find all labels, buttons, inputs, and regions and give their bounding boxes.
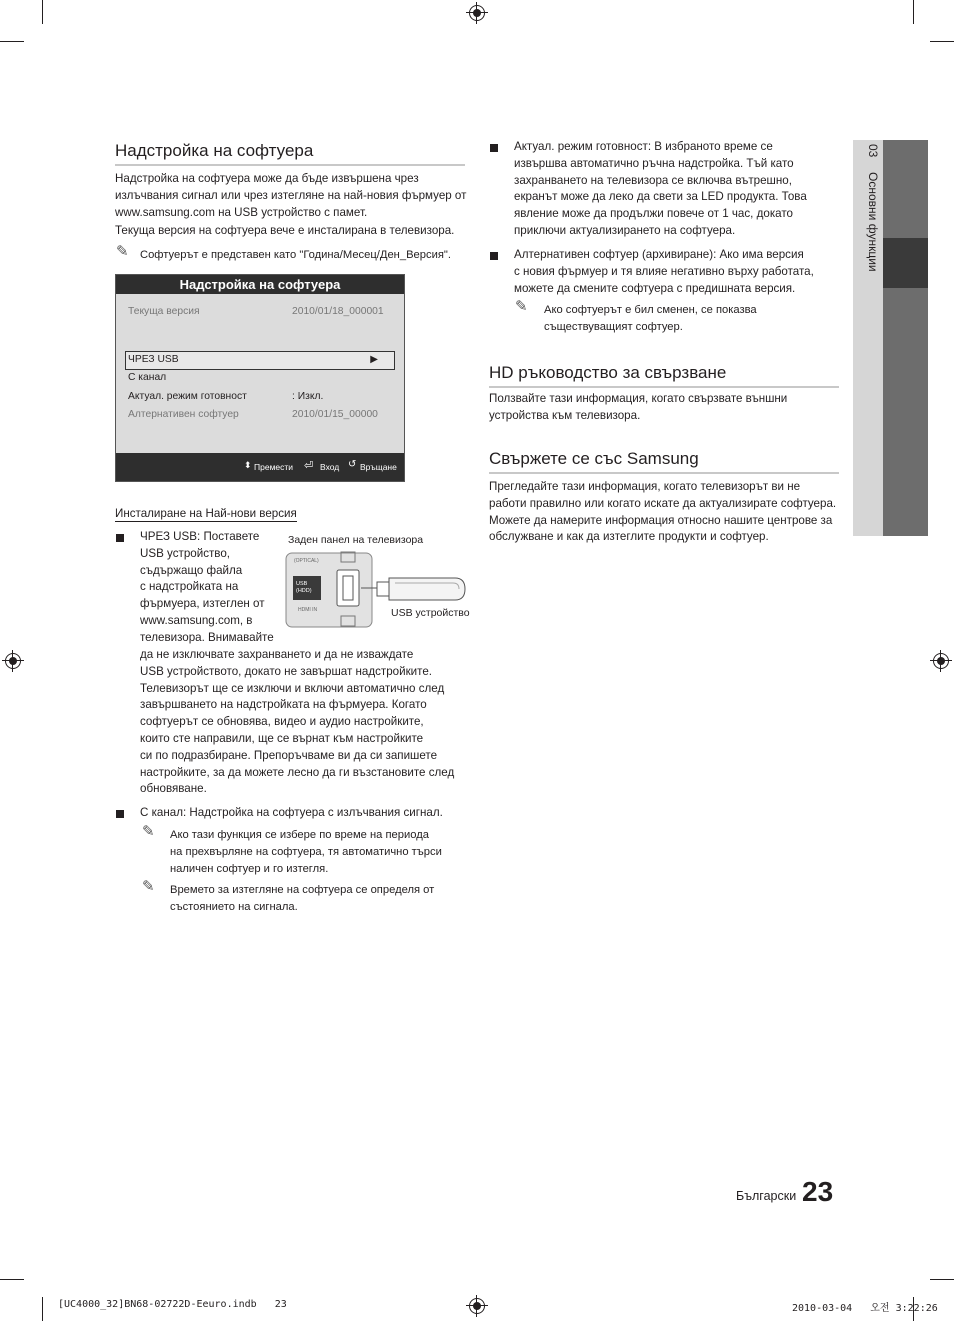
standby-line-1: извършва автоматично ръчна надстройка. Тъй като (514, 156, 794, 170)
menu-footer (116, 453, 404, 481)
footer-file-info: [UC4000_32]BN68-02722D-Eeuro.indb 23 (58, 1299, 287, 1310)
note-channel-line-1: на прехвърляне на софтуера, тя автоматично търси (170, 845, 442, 858)
note-alt (544, 302, 757, 336)
registration-mark-top (469, 5, 485, 21)
play-arrow-icon: ▶ (370, 354, 378, 365)
usb-wide-line-5: които сте направили, ще се върнат към настройките (140, 731, 424, 745)
standby-line-5: приключи актуализирането на софтуера. (514, 223, 736, 237)
bullet-standby (490, 144, 498, 152)
samsung-line-0: Прегледайте тази информация, когато телевизорът ви не (489, 480, 801, 493)
intro-paragraph (115, 171, 467, 221)
note-time-line-0: Времето за изтегляне на софтуера се определя от (170, 884, 435, 896)
channel-paragraph (140, 805, 443, 822)
standby-bold: Актуал. режим готовност (514, 140, 648, 153)
menu-usb-selected[interactable] (125, 351, 395, 370)
note-format: Софтуерът е представен като "Година/Месец/Ден_Версия". (140, 249, 451, 261)
usb-line-6: телевизора. Внимавайте (140, 630, 274, 644)
footer-language: Български (736, 1189, 797, 1203)
panel-optical-label: (OPTICAL) (294, 558, 319, 564)
menu-channel-label[interactable]: С канал (128, 372, 167, 383)
note-icon: ✎ (116, 243, 129, 260)
note-time (170, 882, 434, 916)
usb-wide-line-0: да не изключвате захранването и да не изваждате (140, 648, 414, 661)
panel-hdd-label: (HDD) (296, 588, 312, 594)
usb-paragraph-wide (140, 647, 470, 798)
standby-paragraph (514, 139, 807, 240)
section-title-contact-samsung: Свържете се със Samsung (489, 449, 839, 474)
note-time-line-1: състоянието на сигнала. (170, 900, 298, 913)
alt-line-2: можете да смените софтуера с предишната версия. (514, 281, 796, 295)
intro-text: може да бъде извършена чрез излъчвания сигнал или чрез изтегляне на най-новия фърмуер от www.samsung.com на USB устройство с памет. (115, 172, 467, 219)
footer-enter: Вход (320, 462, 340, 472)
sidebar-chapter-label: Основни функции (866, 172, 880, 272)
hd-paragraph (489, 391, 787, 425)
hd-line-0: Ползвайте тази информация, когато свързвате външни (489, 392, 788, 405)
sidebar-chapter-tab (883, 238, 928, 288)
samsung-line-1: работи правилно или когато искате да актуализирате софтуера. (489, 496, 837, 510)
note-alt-line-1: съществуващият софтуер. (544, 320, 683, 333)
usb-line-4: фърмуера, изтеглен от (140, 597, 265, 611)
footer-move: Премести (254, 462, 294, 472)
panel-hdmi-label: HDMI IN (298, 607, 318, 613)
back-panel-label: Заден панел на телевизора (288, 534, 424, 546)
intro-bold: Надстройка на софтуера (115, 172, 251, 185)
registration-mark-left (5, 653, 21, 669)
samsung-paragraph (489, 479, 836, 546)
footer-date: 2010-03-04 오전 3:22:26 (792, 1303, 938, 1314)
channel-text: : Надстройка на софтуера с излъчвания сигнал. (182, 806, 443, 819)
usb-line-2: съдържащо файла (140, 563, 243, 577)
usb-wide-line-1: USB устройството, докато не завършат надстройките. (140, 664, 433, 678)
panel-usb-label: USB (296, 581, 308, 587)
alt-line-0: (архивиране): Ако има версия (638, 248, 804, 261)
standby-line-3: екранът може да леко да свети за LED продукта. Това (514, 190, 807, 204)
channel-bold: С канал (140, 806, 183, 819)
current-version-bold: Текуща версия (115, 224, 196, 237)
usb-line-0: : Поставете (197, 530, 260, 543)
note-icon: ✎ (515, 298, 528, 315)
usb-wide-line-3: завършването на надстройката на фърмуера. Когато (140, 698, 427, 712)
bullet-usb (116, 534, 124, 542)
usb-wide-line-6: си по подразбиране. Препоръчваме ви да си запишете (140, 748, 438, 762)
menu-current-version-value: 2010/01/18_000001 (292, 306, 384, 317)
menu-usb-label: ЧРЕЗ USB (128, 354, 179, 365)
page-number: 23 (802, 1176, 834, 1207)
enter-icon: ⏎ (304, 460, 314, 472)
usb-line-3: с надстройката на (140, 580, 239, 594)
usb-wide-line-7: настройките, за да можете лесно да ги възстановите след (140, 765, 455, 779)
samsung-line-3: обслужване и как да изтеглите продукти и софтуер. (489, 530, 769, 544)
menu-standby-value: : Изкл. (292, 391, 324, 402)
return-icon: ↺ (348, 459, 357, 470)
bullet-channel (116, 810, 124, 818)
note-alt-line-0: Ако софтуерът е бил сменен, се показва (544, 304, 757, 316)
menu-standby-label[interactable]: Актуал. режим готовност (128, 391, 247, 402)
install-heading: Инсталиране на Най-нови версия (115, 507, 297, 520)
sidebar-chapter-number: 03 (866, 144, 880, 158)
standby-line-4: явление може да продължи повече от 1 час, докато (514, 207, 793, 221)
note-channel (170, 827, 442, 877)
menu-title: Надстройка на софтуера (116, 275, 404, 294)
note-icon: ✎ (142, 823, 155, 840)
menu-alt-software-value: 2010/01/15_00000 (292, 409, 378, 420)
hd-line-1: устройства към телевизора. (489, 408, 641, 422)
usb-paragraph-narrow (140, 529, 285, 647)
sidebar-dark-band (883, 140, 928, 536)
usb-line-5: www.samsung.com, в (140, 613, 253, 627)
usb-bold: ЧРЕЗ USB (140, 530, 198, 543)
registration-mark-right (933, 653, 949, 669)
menu-current-version-label: Текуща версия (128, 306, 200, 317)
standby-line-2: захранването на телевизора се включва вътрешно, (514, 173, 792, 187)
section-title-hd-guide: HD ръководство за свързване (489, 363, 839, 388)
software-upgrade-menu (115, 274, 405, 482)
current-version-text: на софтуера вече е инсталирана в телевизора. (195, 224, 455, 237)
usb-wide-line-4: софтуерът се обновява, видео и аудио настройките, (140, 715, 424, 729)
note-icon: ✎ (142, 878, 155, 895)
sidebar-chapter-text (856, 144, 880, 272)
move-arrows-icon: ⬍ (244, 460, 252, 470)
samsung-line-2: Можете да намерите информация относно нашите центрове за (489, 513, 833, 527)
bullet-alt-software (490, 252, 498, 260)
usb-wide-line-2: Телевизорът ще се изключи и включи автоматично след (140, 681, 445, 695)
note-channel-line-2: наличен софтуер и го изтегля. (170, 862, 329, 875)
alt-line-1: с новия фърмуер и тя влияе негативно върху работата, (514, 264, 814, 278)
alt-bold: Алтернативен софтуер (514, 248, 639, 261)
footer-return: Връщане (360, 462, 397, 472)
usb-wide-line-8: обновяване. (140, 782, 207, 796)
alt-software-paragraph (514, 247, 814, 297)
menu-alt-software-label: Алтернативен софтуер (128, 409, 239, 420)
note-channel-line-0: Ако тази функция се избере по време на периода (170, 829, 429, 841)
current-version-paragraph (115, 223, 467, 240)
usb-line-1: USB устройство, (140, 546, 231, 560)
section-title-software-upgrade: Надстройка на софтуера (115, 141, 465, 166)
registration-mark-bottom (469, 1298, 485, 1314)
usb-device-label: USB устройство (391, 607, 470, 619)
standby-line-0: : В избраното време се (647, 140, 773, 153)
